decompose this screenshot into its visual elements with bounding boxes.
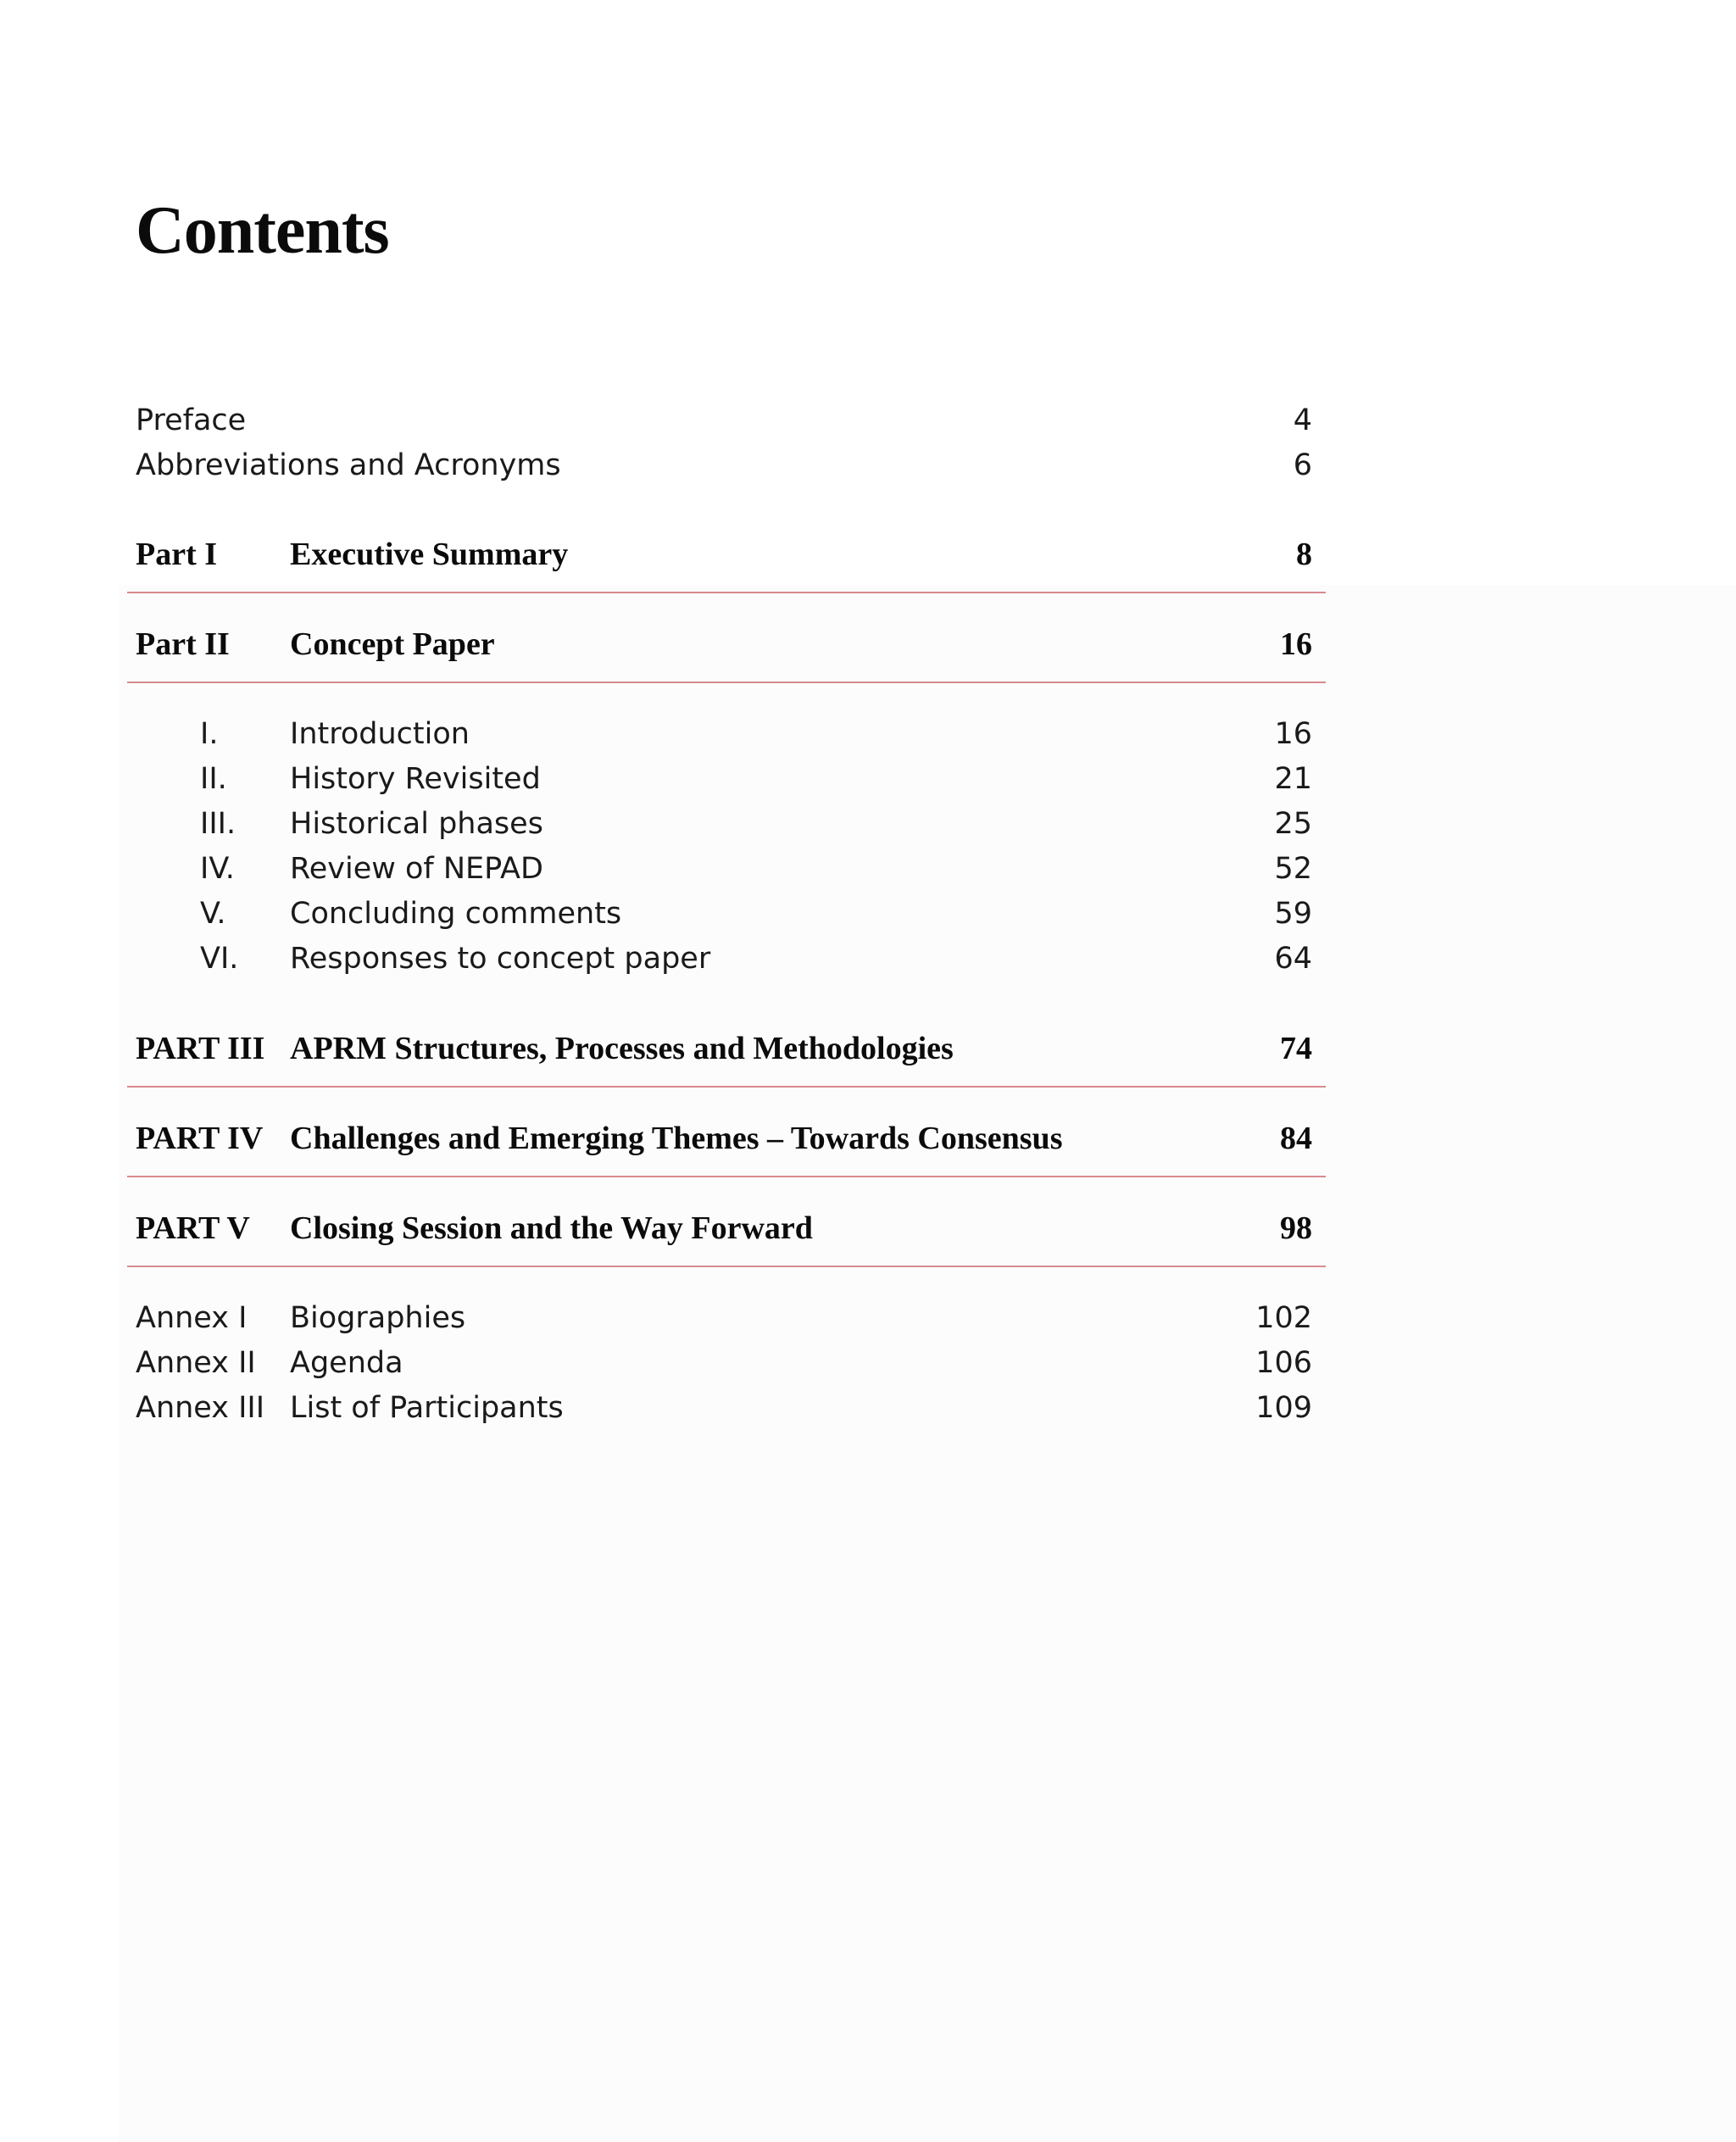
toc-part-5[interactable] <box>136 1206 1312 1251</box>
toc-annex-3[interactable] <box>136 1386 1312 1431</box>
toc-section-title: Introduction <box>290 717 470 751</box>
toc-part-4[interactable] <box>136 1116 1312 1161</box>
toc-part-page: 74 <box>1280 1031 1312 1066</box>
toc-annex-label: Annex II <box>136 1346 256 1380</box>
toc-entry-title: Preface <box>136 403 247 437</box>
toc-annex-label: Annex III <box>136 1391 265 1425</box>
toc-section-3[interactable] <box>136 802 1312 847</box>
toc-part-label: Part I <box>136 537 218 572</box>
section-divider <box>127 1176 1326 1177</box>
section-divider <box>127 592 1326 593</box>
toc-section-number: III. <box>200 807 236 841</box>
section-divider <box>127 1266 1326 1267</box>
page-title: Contents <box>136 193 389 268</box>
toc-section-number: IV. <box>200 852 235 886</box>
toc-annex-title: Agenda <box>290 1346 403 1380</box>
toc-section-page: 16 <box>1274 717 1312 751</box>
toc-section-title: Concluding comments <box>290 897 622 931</box>
toc-entry-abbreviations[interactable] <box>136 443 1312 488</box>
toc-section-page: 64 <box>1274 942 1312 976</box>
toc-part-page: 84 <box>1280 1121 1312 1156</box>
toc-part-title: Executive Summary <box>290 537 569 572</box>
toc-part-page: 98 <box>1280 1210 1312 1246</box>
toc-annex-page: 102 <box>1255 1301 1312 1335</box>
toc-annex-label: Annex I <box>136 1301 248 1335</box>
toc-section-6[interactable] <box>136 937 1312 982</box>
toc-section-title: Review of NEPAD <box>290 852 543 886</box>
toc-section-page: 59 <box>1274 897 1312 931</box>
toc-annex-title: List of Participants <box>290 1391 564 1425</box>
toc-annex-page: 106 <box>1255 1346 1312 1380</box>
toc-section-2[interactable] <box>136 757 1312 802</box>
toc-annex-page: 109 <box>1255 1391 1312 1425</box>
toc-section-page: 52 <box>1274 852 1312 886</box>
toc-part-label: PART IV <box>136 1121 264 1156</box>
toc-section-page: 25 <box>1274 807 1312 841</box>
toc-part-title: Concept Paper <box>290 626 495 662</box>
toc-part-1[interactable] <box>136 532 1312 577</box>
toc-section-number: VI. <box>200 942 239 976</box>
toc-section-title: Responses to concept paper <box>290 942 711 976</box>
toc-entry-page: 4 <box>1293 403 1312 437</box>
toc-section-title: Historical phases <box>290 807 543 841</box>
toc-section-4[interactable] <box>136 847 1312 892</box>
toc-entry-preface[interactable] <box>136 398 1312 443</box>
toc-part-label: PART V <box>136 1210 250 1246</box>
toc-part-title: Challenges and Emerging Themes – Towards Consensus <box>290 1121 1063 1156</box>
toc-part-2[interactable] <box>136 622 1312 667</box>
toc-section-5[interactable] <box>136 892 1312 937</box>
toc-entry-page: 6 <box>1293 448 1312 482</box>
toc-part-label: PART III <box>136 1031 265 1066</box>
toc-annex-2[interactable] <box>136 1341 1312 1386</box>
section-divider <box>127 682 1326 683</box>
toc-part-3[interactable] <box>136 1026 1312 1071</box>
toc-annex-title: Biographies <box>290 1301 466 1335</box>
toc-section-number: II. <box>200 762 227 796</box>
toc-section-page: 21 <box>1274 762 1312 796</box>
section-divider <box>127 1086 1326 1088</box>
toc-part-page: 16 <box>1280 626 1312 662</box>
toc-part-label: Part II <box>136 626 230 662</box>
toc-part-page: 8 <box>1296 537 1312 572</box>
toc-section-number: V. <box>200 897 226 931</box>
toc-part-title: Closing Session and the Way Forward <box>290 1210 813 1246</box>
toc-section-title: History Revisited <box>290 762 541 796</box>
toc-section-number: I. <box>200 717 219 751</box>
toc-entry-title: Abbreviations and Acronyms <box>136 448 561 482</box>
toc-part-title: APRM Structures, Processes and Methodologies <box>290 1031 954 1066</box>
toc-annex-1[interactable] <box>136 1296 1312 1341</box>
toc-section-1[interactable] <box>136 712 1312 757</box>
